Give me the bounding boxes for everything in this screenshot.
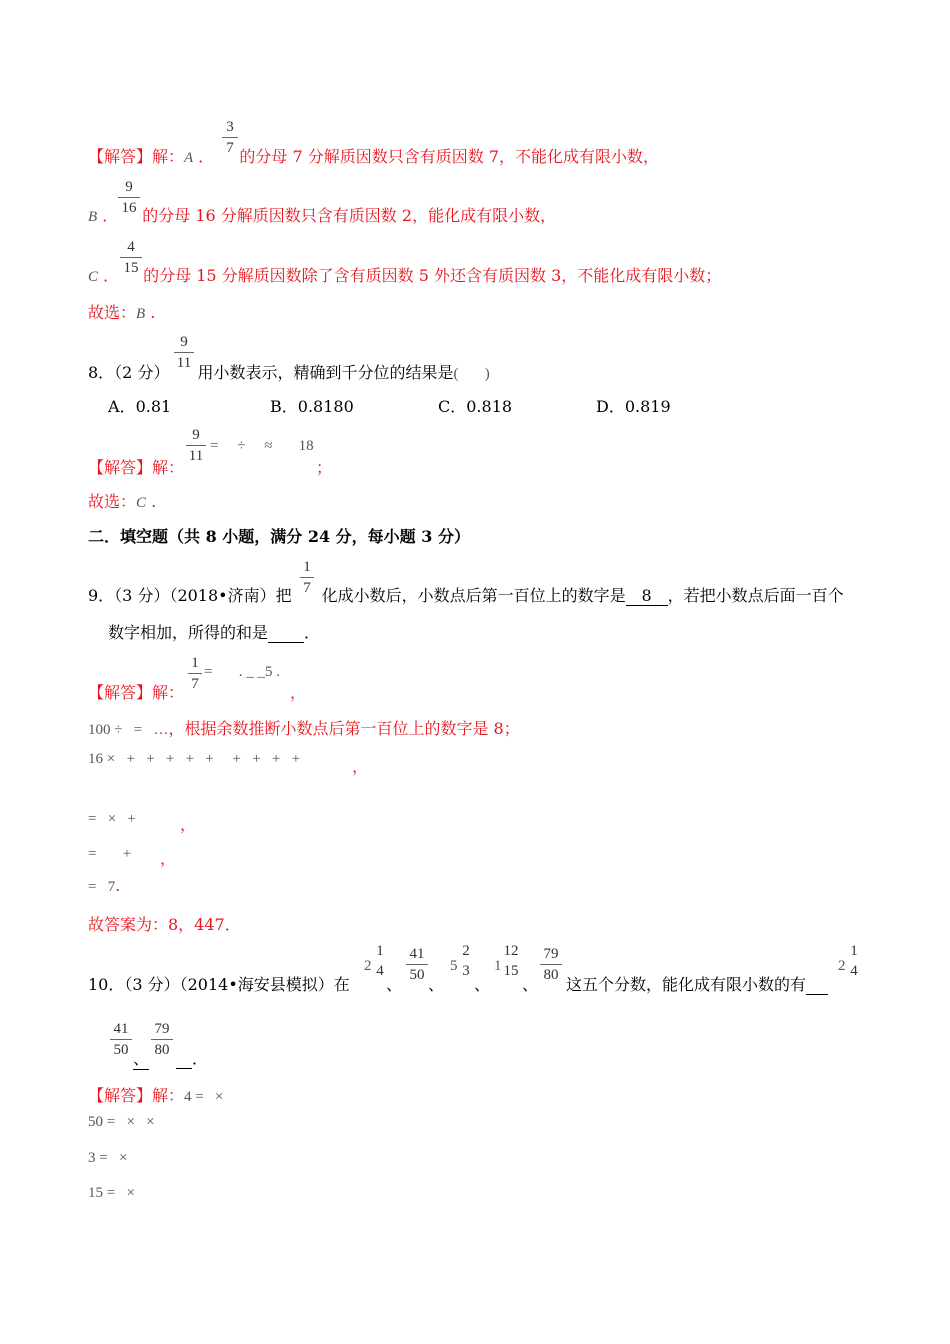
q9-final-answer: 故答案为：8，447． (88, 915, 241, 934)
q10-line-15: 15 = × (88, 1185, 135, 1201)
fraction-b: 9 16 (118, 178, 140, 217)
q7-answer-line-b: B ． 的分母 16 分解质因数只含有质因数 2，能化成有限小数， (88, 206, 557, 225)
q9-stem-line2: 数字相加，所得的和是 ． (108, 623, 321, 642)
q9-blank-2 (268, 623, 304, 643)
q10-answer-fraction-3: 79 80 (151, 1020, 173, 1059)
q9-expr-1: = . _ _5 . (204, 664, 280, 680)
q9-answer-line3: 16 × + + + + + + + + + (88, 751, 301, 767)
q10-answer-fraction-2: 41 50 (110, 1020, 132, 1059)
q10-answer: 【解答】解：4 = × (88, 1086, 224, 1105)
q10-line-50: 50 = × × (88, 1114, 155, 1130)
q8-choose: 故选：C . (88, 492, 157, 511)
q9-stem: 9．（3 分）（2018•济南）把 化成小数后，小数点后第一百位上的数字是 8 ，若把小数点后面一百个 (88, 586, 844, 605)
q8-option-d: D．0.819 (596, 397, 671, 416)
q7-answer-line-a: 【解答】解：A ． 的分母 7 分解质因数只含有质因数 7，不能化成有限小数， (88, 147, 659, 166)
fraction-a: 3 7 (222, 118, 238, 157)
q10-fraction-5: 79 80 (540, 945, 562, 984)
q10-line-3: 3 = × (88, 1150, 128, 1166)
q10-fraction-2: 41 50 (406, 945, 428, 984)
q10-stem-prefix: 10．（3 分）（2014•海安县模拟）在 (88, 975, 350, 994)
q9-answer-line4: = × + (88, 811, 136, 827)
q10-fraction-1: 1 4 (376, 943, 384, 979)
q9-answer-fraction: 1 7 (188, 654, 202, 693)
q9-answer-line2: 100 ÷ = …，根据余数推断小数点后第一百位上的数字是 8； (88, 719, 520, 738)
q8-answer-fraction: 9 11 (186, 426, 206, 465)
fraction-c: 4 15 (120, 238, 142, 277)
q8-answer-expr: = ÷ ≈ 18 (210, 438, 314, 454)
q8-answer-end: ； (316, 458, 333, 477)
q8-option-c: C．0.818 (438, 397, 513, 416)
q10-fraction-4: 12 15 (503, 943, 519, 979)
answer-tag: 【解答】解： (88, 147, 185, 166)
q8-answer: 【解答】解： (88, 458, 185, 477)
q9-answer-line5: = + (88, 846, 132, 862)
q10-stem: 这五个分数，能化成有限小数的有 (566, 972, 828, 995)
q10-answer-fraction-1: 1 4 (850, 943, 858, 979)
q8-fraction: 9 11 (174, 333, 194, 372)
q9-answer-line6: = 7. (88, 876, 121, 895)
q9-fraction: 1 7 (300, 558, 314, 597)
q7-answer-line-c: C ． 的分母 15 分解质因数除了含有质因数 5 外还含有质因数 3，不能化成有限小数； (88, 266, 722, 285)
q9-answer-line1: 【解答】解： (88, 683, 185, 702)
q8-stem: 8．（2 分） 用小数表示，精确到千分位的结果是( ) (88, 363, 490, 382)
q10-fraction-3: 2 3 (462, 943, 470, 979)
section-title: 二．填空题（共 8 小题，满分 24 分，每小题 3 分） (88, 527, 470, 546)
q9-blank-1: 8 (626, 586, 668, 606)
q8-option-a: A．0.81 (108, 397, 172, 416)
q7-choose: 故选：B . (88, 303, 156, 322)
q8-option-b: B．0.8180 (270, 397, 354, 416)
